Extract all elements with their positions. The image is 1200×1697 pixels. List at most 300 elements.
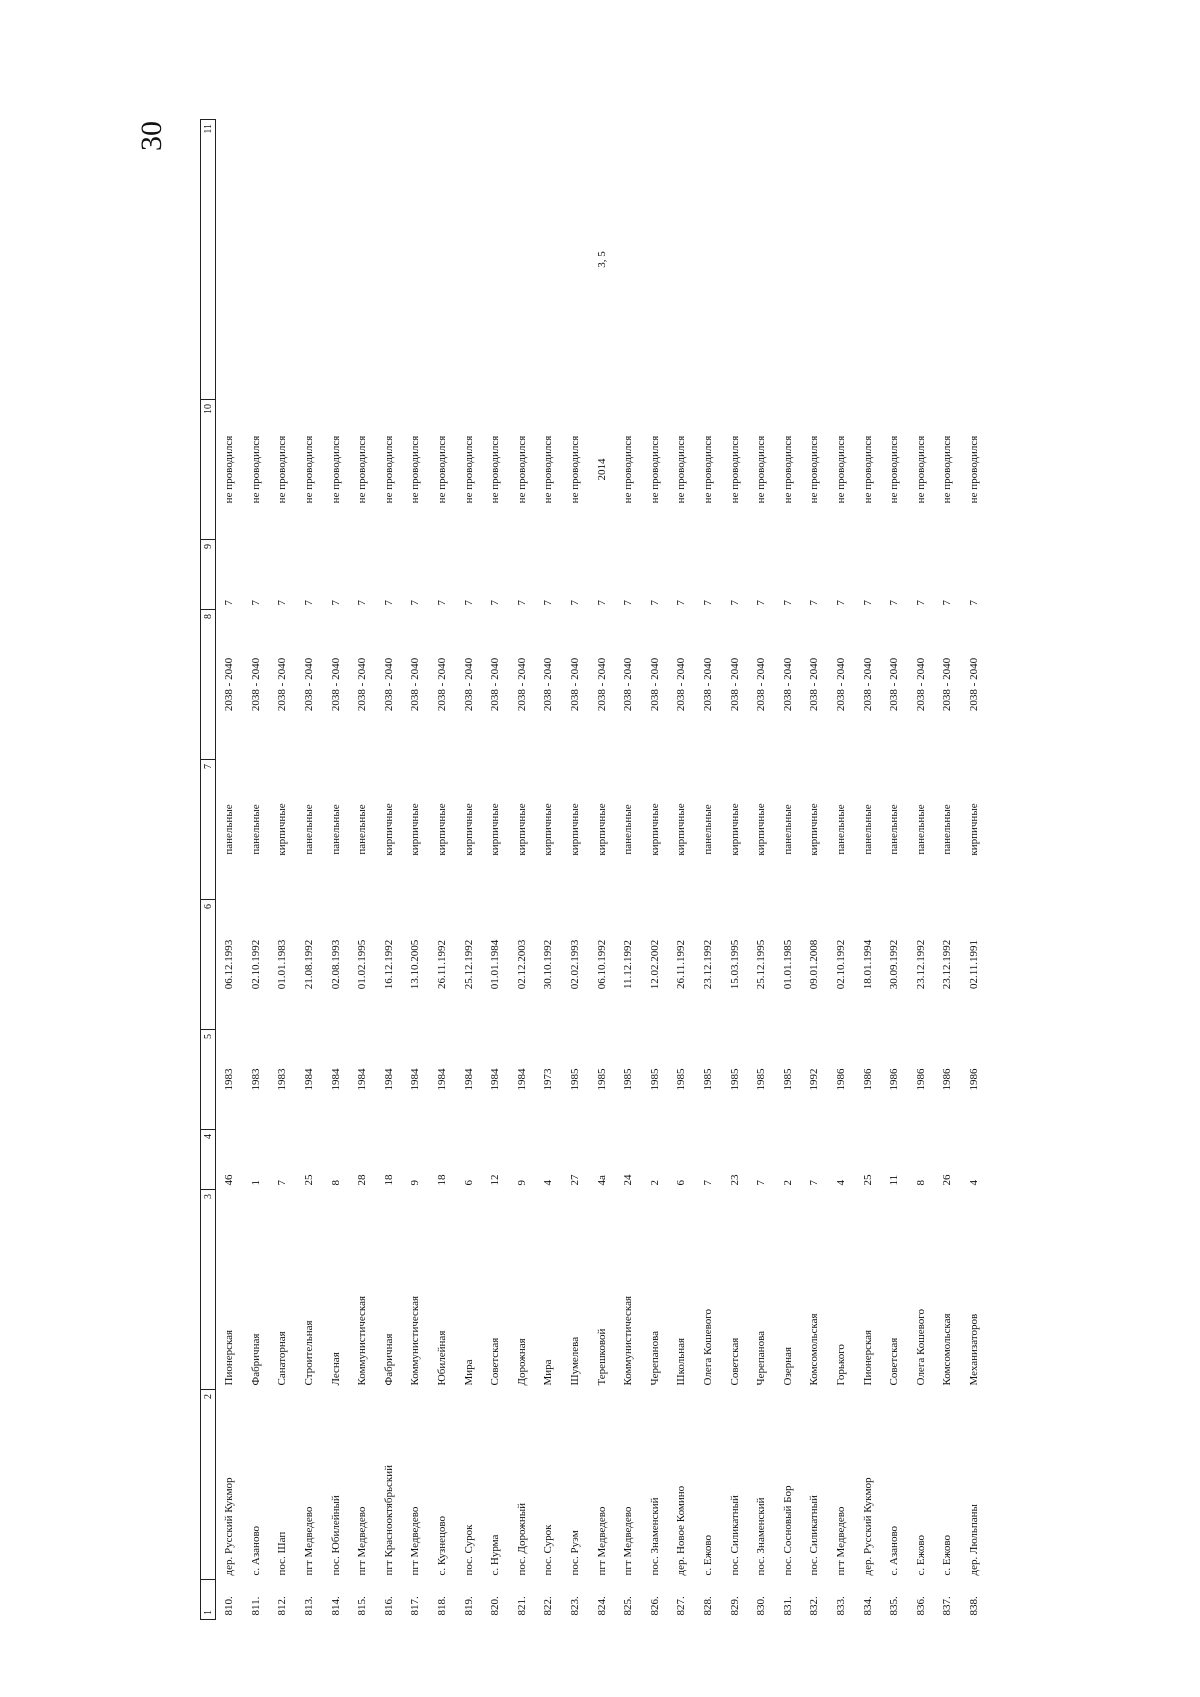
cell-date: 02.10.1992 <box>249 939 262 990</box>
cell-build-year: 1985 <box>648 1068 661 1091</box>
cell-house-number: 28 <box>356 1174 369 1186</box>
cell-build-year: 1986 <box>834 1068 847 1091</box>
cell-wall-material: панельные <box>941 804 954 855</box>
cell-date: 06.10.1992 <box>595 939 608 990</box>
cell-house-number: 9 <box>515 1180 528 1186</box>
table-row <box>961 120 988 1620</box>
rotated-table-container <box>200 120 1030 1620</box>
cell-settlement: пгт Медведево <box>409 1506 422 1576</box>
cell-note <box>349 120 376 400</box>
table-header <box>201 120 216 1620</box>
cell-date: 02.10.1992 <box>834 939 847 990</box>
cell-row-number: 838. <box>967 1596 980 1616</box>
table-row <box>695 120 722 1620</box>
cell-settlement: пгт Медведево <box>595 1506 608 1576</box>
cell-street: Лесная <box>329 1352 342 1386</box>
cell-wall-material: панельные <box>249 804 262 855</box>
table-row <box>721 120 748 1620</box>
cell-settlement: пос. Юбилейный <box>329 1495 342 1576</box>
cell-last-repair: не проводился <box>941 435 954 504</box>
cell-house-number: 7 <box>808 1180 821 1186</box>
cell-note <box>455 120 482 400</box>
cell-repair-period: 2038 - 2040 <box>888 657 901 712</box>
cell-date: 16.12.1992 <box>382 939 395 990</box>
cell-row-number: 818. <box>436 1596 449 1616</box>
cell-build-year: 1986 <box>861 1068 874 1091</box>
cell-settlement: дер. Новое Комино <box>675 1485 688 1576</box>
cell-last-repair: не проводился <box>755 435 768 504</box>
cell-street: Комсомольская <box>941 1313 954 1386</box>
cell-note <box>934 120 961 400</box>
cell-repair-period: 2038 - 2040 <box>356 657 369 712</box>
cell-street: Мира <box>542 1359 555 1386</box>
cell-row-number: 823. <box>569 1596 582 1616</box>
cell-build-year: 1984 <box>329 1068 342 1091</box>
cell-settlement: пгт Медведево <box>356 1506 369 1576</box>
cell-street: Пионерская <box>223 1329 236 1386</box>
cell-build-year: 1983 <box>276 1068 289 1091</box>
cell-date: 30.09.1992 <box>888 939 901 990</box>
cell-settlement: пос. Дорожный <box>515 1502 528 1576</box>
cell-street: Коммунистическая <box>409 1295 422 1386</box>
table-row <box>774 120 801 1620</box>
cell-house-number: 11 <box>888 1174 901 1186</box>
cell-build-year: 1985 <box>622 1068 635 1091</box>
cell-date: 01.01.1985 <box>781 939 794 990</box>
table-row <box>907 120 934 1620</box>
cell-note <box>322 120 349 400</box>
cell-last-repair: не проводился <box>249 435 262 504</box>
cell-build-year: 1986 <box>967 1068 980 1091</box>
cell-last-repair: не проводился <box>728 435 741 504</box>
cell-last-repair: не проводился <box>675 435 688 504</box>
table-row <box>642 120 669 1620</box>
cell-build-year: 1984 <box>382 1068 395 1091</box>
cell-settlement: пос. Сурок <box>462 1524 475 1576</box>
cell-wall-material: панельные <box>888 804 901 855</box>
cell-build-year: 1985 <box>701 1068 714 1091</box>
cell-repair-period: 2038 - 2040 <box>595 657 608 712</box>
cell-settlement: с. Ежово <box>914 1534 927 1576</box>
cell-last-repair: не проводился <box>542 435 555 504</box>
cell-house-number: 23 <box>728 1174 741 1186</box>
cell-value: 7 <box>303 600 316 606</box>
column-header-11: 11 <box>201 120 216 400</box>
cell-date: 26.11.1992 <box>675 939 688 990</box>
cell-repair-period: 2038 - 2040 <box>755 657 768 712</box>
cell-settlement: пос. Силикатный <box>808 1495 821 1576</box>
cell-value: 7 <box>648 600 661 606</box>
cell-build-year: 1984 <box>436 1068 449 1091</box>
cell-value: 7 <box>622 600 635 606</box>
cell-note <box>243 120 270 400</box>
cell-row-number: 813. <box>303 1596 316 1616</box>
cell-wall-material: кирпичные <box>462 803 475 856</box>
cell-last-repair: не проводился <box>648 435 661 504</box>
table-body <box>216 120 988 1620</box>
cell-note <box>748 120 775 400</box>
cell-note <box>907 120 934 400</box>
table-row <box>668 120 695 1620</box>
cell-note <box>296 120 323 400</box>
table-row <box>828 120 855 1620</box>
cell-last-repair: не проводился <box>861 435 874 504</box>
cell-row-number: 817. <box>409 1596 422 1616</box>
cell-repair-period: 2038 - 2040 <box>675 657 688 712</box>
cell-street: Школьная <box>675 1337 688 1386</box>
cell-date: 02.12.2003 <box>515 939 528 990</box>
cell-build-year: 1984 <box>515 1068 528 1091</box>
cell-settlement: пгт Медведево <box>303 1506 316 1576</box>
cell-date: 25.12.1992 <box>462 939 475 990</box>
cell-last-repair: не проводился <box>622 435 635 504</box>
cell-settlement: с. Ежово <box>701 1534 714 1576</box>
housing-table <box>200 119 987 1620</box>
cell-row-number: 820. <box>489 1596 502 1616</box>
cell-note <box>774 120 801 400</box>
cell-house-number: 18 <box>382 1174 395 1186</box>
cell-value: 7 <box>436 600 449 606</box>
cell-date: 11.12.1992 <box>622 939 635 990</box>
cell-last-repair: не проводился <box>462 435 475 504</box>
cell-house-number: 7 <box>276 1180 289 1186</box>
cell-house-number: 26 <box>941 1174 954 1186</box>
cell-note <box>216 120 243 400</box>
cell-settlement: пос. Сурок <box>542 1524 555 1576</box>
cell-value: 7 <box>515 600 528 606</box>
cell-date: 01.02.1995 <box>356 939 369 990</box>
column-header-6: 6 <box>201 900 216 1030</box>
cell-repair-period: 2038 - 2040 <box>542 657 555 712</box>
cell-repair-period: 2038 - 2040 <box>569 657 582 712</box>
cell-date: 02.02.1993 <box>569 939 582 990</box>
cell-repair-period: 2038 - 2040 <box>914 657 927 712</box>
cell-street: Санаторная <box>276 1331 289 1386</box>
cell-wall-material: панельные <box>834 804 847 855</box>
cell-repair-period: 2038 - 2040 <box>382 657 395 712</box>
cell-note <box>615 120 642 400</box>
cell-build-year: 1985 <box>728 1068 741 1091</box>
cell-row-number: 822. <box>542 1596 555 1616</box>
cell-row-number: 815. <box>356 1596 369 1616</box>
cell-value: 7 <box>276 600 289 606</box>
cell-build-year: 1984 <box>356 1068 369 1091</box>
cell-build-year: 1985 <box>675 1068 688 1091</box>
cell-date: 13.10.2005 <box>409 939 422 990</box>
cell-note <box>402 120 429 400</box>
cell-value: 7 <box>861 600 874 606</box>
column-header-7: 7 <box>201 760 216 900</box>
table-row <box>322 120 349 1620</box>
cell-settlement: пос. Силикатный <box>728 1495 741 1576</box>
cell-value: 7 <box>781 600 794 606</box>
cell-date: 26.11.1992 <box>436 939 449 990</box>
cell-build-year: 1984 <box>409 1068 422 1091</box>
table-row <box>509 120 536 1620</box>
cell-build-year: 1986 <box>888 1068 901 1091</box>
cell-street: Шумелева <box>569 1336 582 1386</box>
cell-date: 30.10.1992 <box>542 939 555 990</box>
cell-last-repair: не проводился <box>436 435 449 504</box>
cell-street: Дорожная <box>515 1338 528 1386</box>
cell-house-number: 6 <box>675 1180 688 1186</box>
cell-street: Олега Кошевого <box>914 1309 927 1386</box>
header-row <box>201 120 216 1620</box>
cell-note <box>509 120 536 400</box>
cell-settlement: пос. Шап <box>276 1531 289 1576</box>
cell-settlement: пгт Медведево <box>834 1506 847 1576</box>
cell-house-number: 46 <box>223 1174 236 1186</box>
cell-row-number: 819. <box>462 1596 475 1616</box>
cell-build-year: 1983 <box>223 1068 236 1091</box>
cell-build-year: 1973 <box>542 1068 555 1091</box>
cell-wall-material: панельные <box>329 804 342 855</box>
cell-wall-material: кирпичные <box>595 803 608 856</box>
cell-row-number: 824. <box>595 1596 608 1616</box>
cell-value: 7 <box>329 600 342 606</box>
cell-build-year: 1983 <box>249 1068 262 1091</box>
cell-wall-material: кирпичные <box>648 803 661 856</box>
cell-repair-period: 2038 - 2040 <box>223 657 236 712</box>
cell-wall-material: панельные <box>622 804 635 855</box>
table-row <box>482 120 509 1620</box>
cell-build-year: 1984 <box>489 1068 502 1091</box>
cell-value: 7 <box>595 600 608 606</box>
cell-note <box>535 120 562 400</box>
cell-value: 7 <box>356 600 369 606</box>
column-header-9: 9 <box>201 540 216 610</box>
cell-street: Пионерская <box>861 1329 874 1386</box>
cell-wall-material: кирпичные <box>967 803 980 856</box>
table-row <box>748 120 775 1620</box>
column-header-2: 2 <box>201 1390 216 1580</box>
cell-repair-period: 2038 - 2040 <box>781 657 794 712</box>
cell-date: 25.12.1995 <box>755 939 768 990</box>
cell-repair-period: 2038 - 2040 <box>515 657 528 712</box>
cell-build-year: 1985 <box>755 1068 768 1091</box>
cell-note <box>562 120 589 400</box>
cell-wall-material: кирпичные <box>515 803 528 856</box>
table-row <box>349 120 376 1620</box>
cell-build-year: 1984 <box>303 1068 316 1091</box>
cell-house-number: 4 <box>834 1180 847 1186</box>
cell-last-repair: не проводился <box>303 435 316 504</box>
cell-repair-period: 2038 - 2040 <box>462 657 475 712</box>
cell-note <box>801 120 828 400</box>
cell-build-year: 1986 <box>914 1068 927 1091</box>
cell-street: Черепанова <box>648 1330 661 1386</box>
column-header-1: 1 <box>201 1580 216 1620</box>
cell-settlement: пос. Руэм <box>569 1530 582 1576</box>
cell-note <box>642 120 669 400</box>
cell-settlement: с. Азаново <box>888 1525 901 1576</box>
cell-row-number: 836. <box>914 1596 927 1616</box>
cell-date: 12.02.2002 <box>648 939 661 990</box>
cell-repair-period: 2038 - 2040 <box>808 657 821 712</box>
table-row <box>801 120 828 1620</box>
page-number: 30 <box>135 121 168 151</box>
cell-row-number: 833. <box>834 1596 847 1616</box>
cell-build-year: 1985 <box>569 1068 582 1091</box>
cell-date: 23.12.1992 <box>701 939 714 990</box>
cell-value: 7 <box>462 600 475 606</box>
cell-wall-material: кирпичные <box>675 803 688 856</box>
cell-last-repair: не проводился <box>382 435 395 504</box>
cell-street: Юбилейная <box>436 1330 449 1386</box>
cell-build-year: 1986 <box>941 1068 954 1091</box>
table-row <box>881 120 908 1620</box>
cell-house-number: 7 <box>701 1180 714 1186</box>
cell-wall-material: кирпичные <box>728 803 741 856</box>
cell-value: 7 <box>888 600 901 606</box>
cell-last-repair: не проводился <box>914 435 927 504</box>
table-row <box>269 120 296 1620</box>
cell-row-number: 830. <box>755 1596 768 1616</box>
cell-wall-material: кирпичные <box>569 803 582 856</box>
cell-house-number: 25 <box>303 1174 316 1186</box>
cell-row-number: 832. <box>808 1596 821 1616</box>
column-header-3: 3 <box>201 1190 216 1390</box>
table-wrapper <box>200 120 1030 1620</box>
cell-value: 7 <box>701 600 714 606</box>
cell-wall-material: панельные <box>781 804 794 855</box>
cell-settlement: пос. Знаменский <box>755 1497 768 1576</box>
cell-row-number: 834. <box>861 1596 874 1616</box>
cell-note <box>429 120 456 400</box>
cell-repair-period: 2038 - 2040 <box>303 657 316 712</box>
cell-house-number: 8 <box>914 1180 927 1186</box>
table-row <box>854 120 881 1620</box>
cell-value: 7 <box>409 600 422 606</box>
cell-row-number: 831. <box>781 1596 794 1616</box>
cell-row-number: 837. <box>941 1596 954 1616</box>
cell-date: 01.01.1983 <box>276 939 289 990</box>
cell-value: 7 <box>382 600 395 606</box>
cell-value: 7 <box>569 600 582 606</box>
cell-row-number: 810. <box>223 1596 236 1616</box>
cell-last-repair: не проводился <box>888 435 901 504</box>
cell-row-number: 821. <box>515 1596 528 1616</box>
cell-street: Озерная <box>781 1347 794 1386</box>
cell-date: 23.12.1992 <box>914 939 927 990</box>
cell-last-repair: не проводился <box>701 435 714 504</box>
column-header-10: 10 <box>201 400 216 540</box>
cell-build-year: 1992 <box>808 1068 821 1091</box>
table-row <box>429 120 456 1620</box>
cell-house-number: 2 <box>781 1180 794 1186</box>
table-row <box>296 120 323 1620</box>
cell-value: 7 <box>941 600 954 606</box>
cell-build-year: 1985 <box>781 1068 794 1091</box>
cell-date: 23.12.1992 <box>941 939 954 990</box>
cell-date: 09.01.2008 <box>808 939 821 990</box>
cell-repair-period: 2038 - 2040 <box>329 657 342 712</box>
cell-row-number: 812. <box>276 1596 289 1616</box>
cell-note <box>695 120 722 400</box>
cell-settlement: пос. Сосновый Бор <box>781 1485 794 1576</box>
cell-date: 06.12.1993 <box>223 939 236 990</box>
cell-house-number: 1 <box>249 1180 262 1186</box>
cell-repair-period: 2038 - 2040 <box>409 657 422 712</box>
cell-date: 01.01.1984 <box>489 939 502 990</box>
cell-last-repair: 2014 <box>595 458 608 481</box>
cell-repair-period: 2038 - 2040 <box>648 657 661 712</box>
cell-repair-period: 2038 - 2040 <box>622 657 635 712</box>
cell-street: Мира <box>462 1359 475 1386</box>
cell-last-repair: не проводился <box>569 435 582 504</box>
column-header-5: 5 <box>201 1030 216 1130</box>
cell-street: Черепанова <box>755 1330 768 1386</box>
cell-street: Механизаторов <box>967 1313 980 1386</box>
table-row <box>535 120 562 1620</box>
cell-repair-period: 2038 - 2040 <box>249 657 262 712</box>
cell-value: 7 <box>834 600 847 606</box>
cell-settlement: дер. Русский Кукмор <box>223 1477 236 1576</box>
cell-wall-material: кирпичные <box>542 803 555 856</box>
cell-wall-material: кирпичные <box>382 803 395 856</box>
cell-wall-material: кирпичные <box>409 803 422 856</box>
cell-repair-period: 2038 - 2040 <box>834 657 847 712</box>
cell-last-repair: не проводился <box>329 435 342 504</box>
cell-house-number: 2 <box>648 1180 661 1186</box>
cell-street: Советская <box>888 1337 901 1386</box>
cell-wall-material: кирпичные <box>808 803 821 856</box>
cell-date: 02.11.1991 <box>967 939 980 990</box>
cell-street: Строительная <box>303 1320 316 1386</box>
cell-last-repair: не проводился <box>223 435 236 504</box>
cell-row-number: 825. <box>622 1596 635 1616</box>
cell-note <box>881 120 908 400</box>
cell-wall-material: панельные <box>356 804 369 855</box>
cell-value: 7 <box>967 600 980 606</box>
cell-last-repair: не проводился <box>967 435 980 504</box>
cell-last-repair: не проводился <box>834 435 847 504</box>
cell-last-repair: не проводился <box>276 435 289 504</box>
cell-repair-period: 2038 - 2040 <box>967 657 980 712</box>
cell-value: 7 <box>249 600 262 606</box>
cell-house-number: 7 <box>755 1180 768 1186</box>
cell-street: Фабричная <box>249 1333 262 1386</box>
cell-street: Фабричная <box>382 1333 395 1386</box>
cell-value: 7 <box>914 600 927 606</box>
table-row <box>615 120 642 1620</box>
table-row <box>934 120 961 1620</box>
cell-last-repair: не проводился <box>356 435 369 504</box>
cell-settlement: с. Ежово <box>941 1534 954 1576</box>
column-header-4: 4 <box>201 1130 216 1190</box>
cell-wall-material: кирпичные <box>489 803 502 856</box>
cell-note <box>668 120 695 400</box>
cell-wall-material: панельные <box>914 804 927 855</box>
cell-note <box>269 120 296 400</box>
cell-note <box>721 120 748 400</box>
cell-house-number: 4а <box>595 1175 608 1186</box>
cell-row-number: 814. <box>329 1596 342 1616</box>
cell-street: Советская <box>489 1337 502 1386</box>
cell-repair-period: 2038 - 2040 <box>861 657 874 712</box>
cell-street: Коммунистическая <box>356 1295 369 1386</box>
cell-last-repair: не проводился <box>515 435 528 504</box>
cell-row-number: 827. <box>675 1596 688 1616</box>
cell-street: Советская <box>728 1337 741 1386</box>
cell-row-number: 829. <box>728 1596 741 1616</box>
cell-wall-material: панельные <box>861 804 874 855</box>
cell-settlement: дер. Люльпаны <box>967 1504 980 1576</box>
cell-value: 7 <box>675 600 688 606</box>
cell-last-repair: не проводился <box>489 435 502 504</box>
cell-value: 7 <box>755 600 768 606</box>
table-row <box>376 120 403 1620</box>
